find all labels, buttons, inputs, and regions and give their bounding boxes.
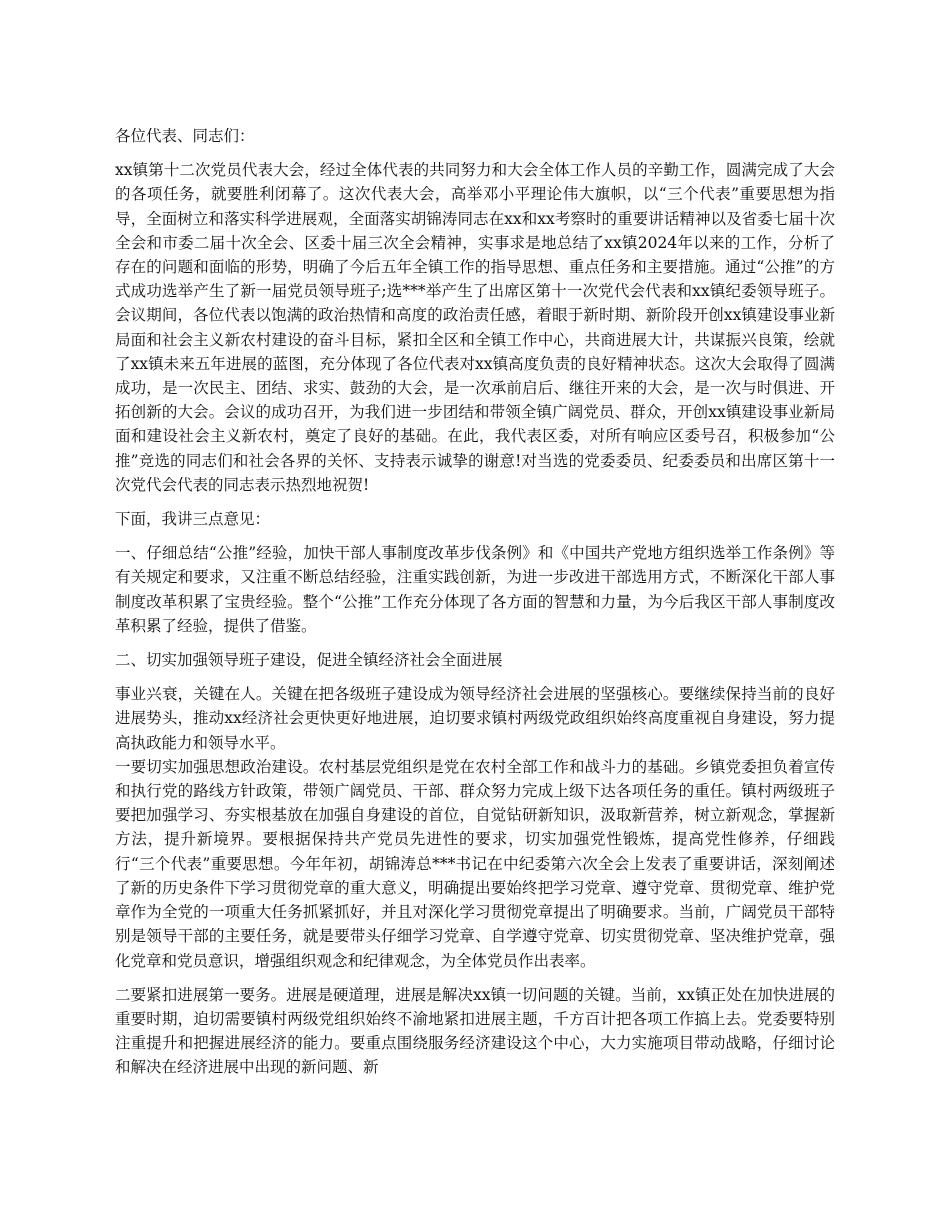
paragraph-point-one: 一、仔细总结“公推”经验，加快干部人事制度改革步伐条例》和《中国共产党地方组织选举工作条例》等有关规定和要求，又注重不断总结经验，注重实践创新，为进一步改进干部选用方式，不断深化干部人事制度改革积累了宝贵经验。整个“公推”工作充分体现了各方面的智慧和力量，为今后我区干部人事制度改革积累了经验，提供了借鉴。	[115, 544, 835, 635]
greeting: 各位代表、同志们：	[115, 127, 255, 145]
paragraph-intro-points: 下面，我讲三点意见：	[115, 510, 271, 529]
paragraph-development: 二要紧扣进展第一要务。进展是硬道理，进展是解决xx镇一切问题的关键。当前，xx镇正处在加快进展的重要时期，迫切需要镇村两级党组织始终不渝地紧扣进展主题，千方百计把各项工作搞上去。党委要特别注重提升和把握进展经济的能力。要重点围绕服务经济建设这个中心，大力实施项目带动战略，仔细讨论和解决在经济进展中出现的新问题、新	[115, 985, 835, 1077]
paragraph-opening: xx镇第十二次党员代表大会，经过全体代表的共同努力和大会全体工作人员的辛勤工作，圆满完成了大会的各项任务，就要胜利闭幕了。这次代表大会，高举邓小平理论伟大旗帜，以“三个代表”重要思想为指导，全面树立和落实科学进展观，全面落实胡锦涛同志在xx和xx考察时的重要讲话精神以及省委七届十次全会和市委二届十次全会、区委十届三次全会精神，实事求是地总结了xx镇2024年以来的工作，分析了存在的问题和面临的形势，明确了今后五年全镇工作的指导思想、重点任务和主要措施。通过“公推”的方式成功选举产生了新一届党员领导班子;选***举产生了出席区第十一次党代会代表和xx镇纪委领导班子。会议期间，各位代表以饱满的政治热情和高度的政治责任感，着眼于新时期、新阶段开创xx镇建设事业新局面和社会主义新农村建设的奋斗目标，紧扣全区和全镇工作中心，共商进展大计，共谋振兴良策，绘就了xx镇未来五年进展的蓝图，充分体现了各位代表对xx镇高度负责的良好精神状态。这次大会取得了圆满成功，是一次民主、团结、求实、鼓劲的大会，是一次承前启后、继往开来的大会，是一次与时俱进、开拓创新的大会。会议的成功召开，为我们进一步团结和带领全镇广阔党员、群众，开创xx镇建设事业新局面和建设社会主义新农村，奠定了良好的基础。在此，我代表区委，对所有响应区委号召，积极参加“公推”竞选的同志们和社会各界的关怀、支持表示诚挚的谢意!对当选的党委委员、纪委委员和出席区第十一次党代会代表的同志表示热烈地祝贺!	[115, 161, 835, 494]
section-heading-two: 二、切实加强领导班子建设，促进全镇经济社会全面进展	[115, 651, 503, 670]
paragraph-leadership: 事业兴衰，关键在人。关键在把各级班子建设成为领导经济社会进展的坚强核心。要继续保持当前的良好进展势头，推动xx经济社会更快更好地进展，迫切要求镇村两级党政组织始终高度重视自身建设，努力提高执政能力和领导水平。	[115, 685, 835, 752]
document-body	[115, 124, 835, 1090]
paragraph-ideology: 一要切实加强思想政治建设。农村基层党组织是党在农村全部工作和战斗力的基础。乡镇党委担负着宣传和执行党的路线方针政策，带领广阔党员、干部、群众努力完成上级下达各项任务的重任。镇村两级班子要把加强学习、夯实根基放在加强自身建设的首位，自觉钻研新知识，汲取新营养，树立新观念，掌握新方法，提升新境界。要根据保持共产党员先进性的要求，切实加强党性锻炼，提高党性修养，仔细践行“三个代表”重要思想。今年年初，胡锦涛总***书记在中纪委第六次全会上发表了重要讲话，深刻阐述了新的历史条件下学习贯彻党章的重大意义，明确提出要始终把学习党章、遵守党章、贯彻党章、维护党章作为全党的一项重大任务抓紧抓好，并且对深化学习贯彻党章提出了明确要求。当前，广阔党员干部特别是领导干部的主要任务，就是要带头仔细学习党章、自学遵守党章、切实贯彻党章、坚决维护党章，强化党章和党员意识，增强组织观念和纪律观念，为全体党员作出表率。	[115, 757, 835, 970]
